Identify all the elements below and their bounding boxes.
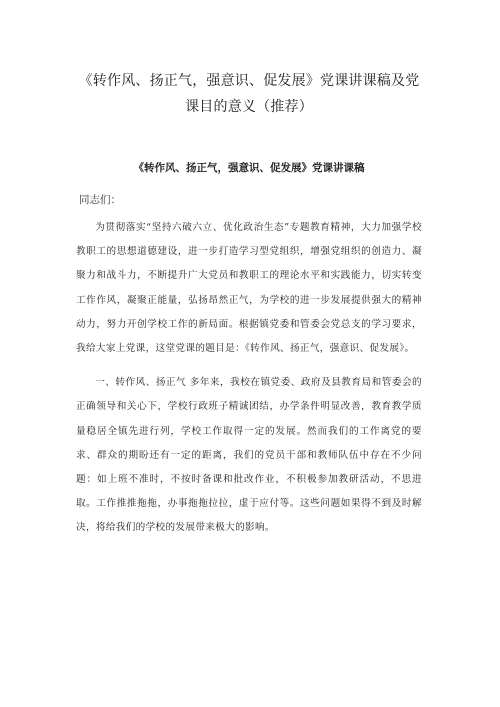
body-paragraph: 为贯彻落实“坚持六破六立、优化政治生态”专题教育精神，大力加强学校教职工的思想道德建设，进一步打造学习型党组织，增强党组织的创造力、凝聚力和战斗力，不断提升广大党员和教职工的理论水平和实践能力，切实转变工作作风，凝聚正能量，弘扬昂然正气，为学校的进一步发展提供强大的精神动力，努力开创学校工作的新局面。根据镇党委和管委会党总支的学习要求，我给大家上党课，这堂党课的题目是：《转作风、扬正气，强意识、促发展》。 [76,222,422,355]
greeting: 同志们： [79,194,121,206]
document-title: 《转作风、扬正气，强意识、促发展》党课讲课稿及党课目的意义（推荐） [78,73,420,115]
body-paragraph: 一、转作风、扬正气 多年来，我校在镇党委、政府及县教育局和管委会的正确领导和关心下，学校行政班子精诚团结，办学条件明显改善，教育教学质量稳居全镇先进行列，学校工作取得一定的发展。然而我们的工作离党的要求、群众的期盼还有一定的距离，我们的党员干部和教师队伍中存在不少问题：如上班不准时，不按时备课和批改作业，不积极参加教研活动，不思进取。工作推推拖拖，办事拖拖拉拉，虚于应付等。这些问题如果得不到及时解决，将给我们的学校的发展带来极大的影响。 [76,377,422,534]
lecture-subtitle: 《转作风、扬正气，强意识、促发展》党课讲课稿 [133,162,365,174]
